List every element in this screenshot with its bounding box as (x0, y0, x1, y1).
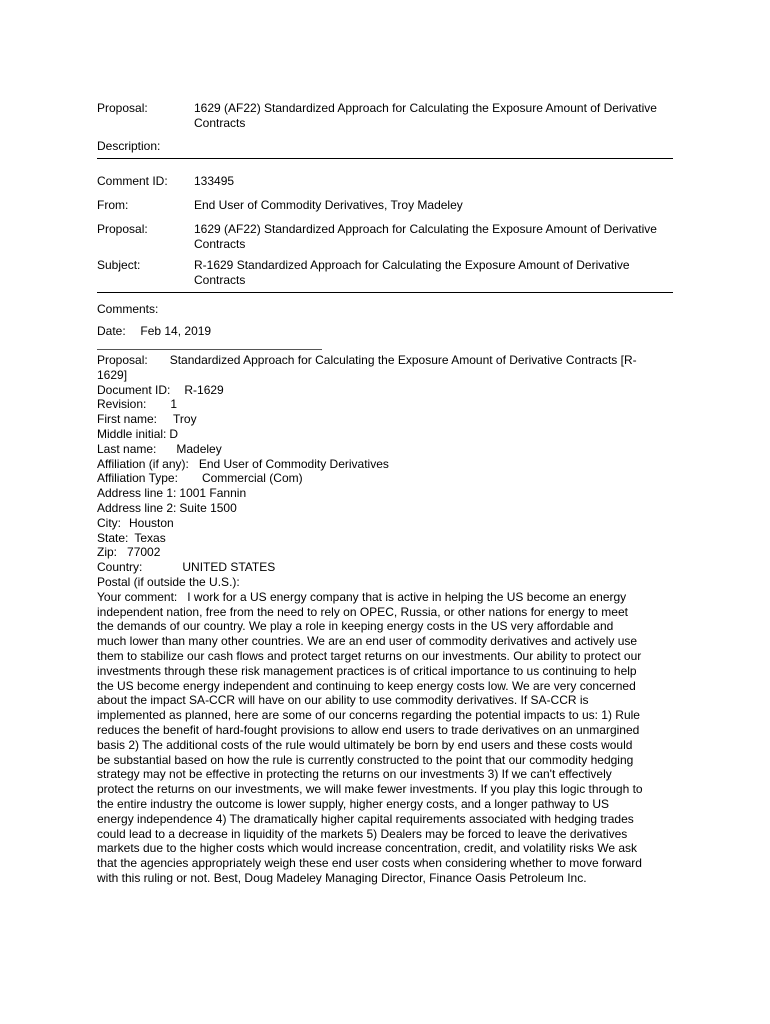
comment-line: protect the returns on our investments, we will make fewer investments. If you play this logic through to (97, 782, 643, 797)
comment-line: with this ruling or not. Best, Doug Madeley Managing Director, Finance Oasis Petroleum Inc. (97, 870, 587, 885)
comment-line: investments through these risk management practices is of critical importance to us continuing to help (97, 663, 637, 678)
subject-row (97, 258, 673, 290)
description-label: Description: (97, 139, 161, 153)
header-proposal-value: 1629 (AF22) Standardized Approach for Calculating the Exposure Amount of Derivative Contracts (194, 101, 657, 130)
city-row (97, 516, 675, 531)
address1-row (97, 486, 675, 501)
revision-value: 1 (170, 397, 178, 412)
affiliation-type-label: Affiliation Type: (97, 471, 178, 486)
comment-line: strategy may not be effective in protecting the returns on our investments 3) If we can't effectively (97, 767, 612, 782)
postal-label: Postal (if outside the U.S.): (97, 574, 240, 589)
from-row (97, 198, 673, 214)
state-label: State: (97, 530, 129, 545)
comment-line: about the impact SA-CCR will have on our ability to use commodity derivatives. If SA-CCR is (97, 693, 589, 708)
city-label: City: (97, 515, 121, 530)
first-name-row (97, 412, 675, 427)
address2-row (97, 501, 675, 516)
middle-initial-row (97, 427, 675, 442)
form-proposal-cont: 1629] (97, 367, 128, 382)
comment-id-value: 133495 (194, 174, 235, 188)
zip-row (97, 545, 675, 560)
meta-proposal-row (97, 222, 673, 254)
first-name-label: First name: (97, 412, 158, 427)
underscore-line (97, 349, 322, 350)
meta-proposal-label: Proposal: (97, 222, 148, 236)
last-name-row (97, 442, 675, 457)
document-id-value: R-1629 (184, 382, 224, 397)
comment-line: the demands of our country. We play a role in keeping energy costs in the US very affordable and (97, 619, 614, 634)
last-name-label: Last name: (97, 441, 157, 456)
country-label: Country: (97, 560, 143, 575)
form-body (97, 353, 675, 886)
header-proposal-label: Proposal: (97, 101, 148, 115)
country-row (97, 560, 675, 575)
comment-line: markets due to the higher costs which would increase concentration, credit, and volatility risks We ask (97, 841, 638, 856)
from-value: End User of Commodity Derivatives, Troy Madeley (194, 198, 463, 212)
date-value: Feb 14, 2019 (140, 324, 212, 338)
comment-line: I work for a US energy company that is active in helping the US become an energy (187, 589, 627, 604)
meta-proposal-value: 1629 (AF22) Standardized Approach for Calculating the Exposure Amount of Derivative Contracts (194, 222, 657, 251)
document-id-row (97, 383, 675, 398)
middle-initial-value: D (169, 426, 179, 441)
comment-line: the entire industry the outcome is lower supply, higher energy costs, and a longer pathway to US (97, 796, 610, 811)
subject-value: R-1629 Standardized Approach for Calculating the Exposure Amount of Derivative Contracts (194, 258, 630, 287)
last-name-value: Madeley (176, 441, 222, 456)
affiliation-type-value: Commercial (Com) (201, 471, 303, 486)
from-label: From: (97, 198, 129, 212)
first-name-value: Troy (173, 412, 197, 427)
state-value: Texas (134, 530, 166, 545)
city-value: Houston (129, 515, 174, 530)
affiliation-row (97, 457, 675, 472)
comment-id-row (97, 174, 673, 190)
divider-bottom (97, 292, 673, 293)
comment-label: Your comment: (97, 589, 178, 604)
comment-line: reduces the benefit of hard-fought provisions to allow end users to trade derivatives on an unmargined (97, 722, 640, 737)
comment-line: the US become energy independent and continuing to keep energy costs low. We are very concerned (97, 678, 636, 693)
document-id-label: Document ID: (97, 382, 171, 397)
affiliation-type-row (97, 471, 675, 486)
postal-row (97, 575, 675, 590)
comment-line: basis 2) The additional costs of the rule would ultimately be born by end users and these costs would (97, 737, 633, 752)
subject-label: Subject: (97, 258, 141, 272)
comment-line: be substantial based on how the rule is currently constructed to the point that our commodity hedging (97, 752, 634, 767)
comments-label: Comments: (97, 302, 159, 316)
address2-value: Suite 1500 (179, 500, 237, 515)
comment-id-label: Comment ID: (97, 174, 168, 188)
date-row (97, 324, 211, 339)
comment-line: implemented as planned, here are some of our concerns regarding the potential impacts to us: 1) Rule (97, 708, 640, 723)
revision-label: Revision: (97, 397, 147, 412)
comment-line: much lower than many other countries. We are an end user of commodity derivatives and actively use (97, 634, 638, 649)
revision-row (97, 397, 675, 412)
form-proposal-label: Proposal: (97, 353, 148, 367)
affiliation-label: Affiliation (if any): (97, 456, 189, 471)
form-proposal-row (97, 353, 675, 368)
middle-initial-label: Middle initial: (97, 426, 167, 441)
state-row (97, 531, 675, 546)
comment-line: energy independence 4) The dramatically higher capital requirements associated with hedging trades (97, 811, 634, 826)
country-value: UNITED STATES (182, 560, 276, 575)
zip-label: Zip: (97, 545, 118, 560)
divider-top (97, 158, 673, 159)
header-proposal-row (97, 101, 673, 133)
address1-label: Address line 1: (97, 486, 177, 501)
address2-label: Address line 2: (97, 500, 177, 515)
address1-value: 1001 Fannin (179, 486, 247, 501)
comment-line: could lead to a decrease in liquidity of the markets 5) Dealers may be forced to leave the derivatives (97, 826, 628, 841)
comment-line: them to stabilize our cash flows and protect target returns on our investments. Our ability to protect our (97, 648, 642, 663)
comment-line: that the agencies appropriately weigh these end user costs when considering whether to move forward (97, 856, 642, 871)
comment-first-line (97, 590, 675, 605)
affiliation-value: End User of Commodity Derivatives (198, 456, 389, 471)
date-label: Date: (97, 324, 126, 338)
zip-value: 77002 (127, 545, 161, 560)
form-proposal-value: Standardized Approach for Calculating the Exposure Amount of Derivative Contracts [R- (169, 353, 637, 367)
comment-line: independent nation, free from the need to rely on OPEC, Russia, or other nations for energy to meet (97, 604, 628, 619)
